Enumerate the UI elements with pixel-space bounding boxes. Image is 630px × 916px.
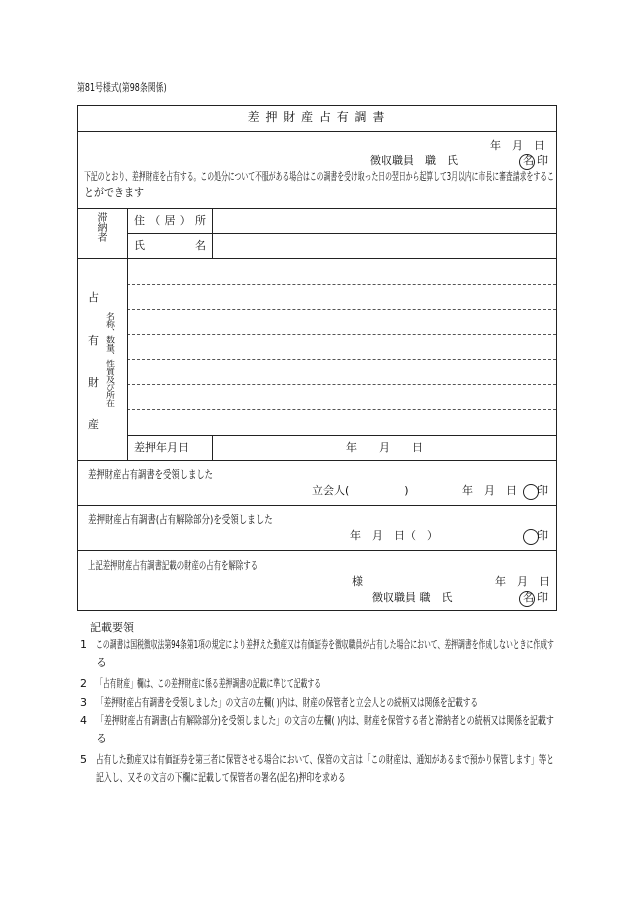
release-addressee: 様 <box>352 575 363 588</box>
column-divider-label <box>212 208 213 258</box>
form-number: 第81号様式(第98条関係) <box>77 81 167 94</box>
divider-seizure-date <box>77 460 556 461</box>
release-official-label: 徴収職員 職 氏 <box>372 591 453 604</box>
seal-circle-icon <box>519 591 535 607</box>
property-field[interactable] <box>130 260 554 433</box>
seal-label: 印 <box>537 591 548 604</box>
note-line: 占有した動産又は有価証券を第三者に保管させる場合において、保管の文言は「この財産は、通知があるまで預かり保管します」等と <box>96 753 554 766</box>
address-field[interactable] <box>216 209 552 232</box>
note-line: 「差押財産占有調書を受領しました」の文言の左欄( )内は、財産の保管者と立会人との続柄又は関係を記載する <box>96 696 479 709</box>
property-label-char: 有 <box>88 334 99 347</box>
note-number: 1 <box>80 638 87 651</box>
note-line: 記入し、又その文言の下欄に記載して保管者の署名(記名)押印を求める <box>96 771 346 784</box>
divider-receipt1 <box>77 505 556 506</box>
header-date: 年 月 日 <box>490 139 545 152</box>
notice-line: とができます <box>84 186 144 199</box>
official-label: 徴収職員 職 氏 <box>370 154 458 167</box>
form-title: 差 押 財 産 占 有 調 書 <box>247 110 386 124</box>
note-line: この調書は国税徴収法第94条第1項の規定により差押えた動産又は有価証券を徴収職員が占有した場合において、差押調書を作成しないときに作成す <box>96 638 554 651</box>
note-line: る <box>96 656 107 669</box>
seal-label: 印 <box>537 484 548 497</box>
column-divider-left <box>127 208 128 460</box>
release-name-suffix: 名 <box>523 591 534 604</box>
property-label-char: 占 <box>88 291 99 304</box>
receipt2-text: 差押財産占有調書(占有解除部分)を受領しました <box>88 513 273 526</box>
note-number: 4 <box>80 714 87 727</box>
notice-line: 下記のとおり、差押財産を占有する。この処分について不服がある場合はこの調書を受け取った日の翌日から起算して3月以内に市長に審査請求をするこ <box>84 170 554 183</box>
note-number: 5 <box>80 753 87 766</box>
note-line: る <box>96 732 107 745</box>
seal-label: 印 <box>537 529 548 542</box>
note-line: 「占有財産」欄は、この差押財産に係る差押調書の記載に準じて記載する <box>96 677 321 690</box>
note-number: 3 <box>80 696 87 709</box>
receipt1-text: 差押財産占有調書を受領しました <box>88 468 213 481</box>
note-number: 2 <box>80 677 87 690</box>
delinquent-label: 滞納者 <box>95 212 106 242</box>
seizure-date-value: 年 月 日 <box>346 441 423 454</box>
notes-title: 記載要領 <box>90 621 134 634</box>
divider-receipt2 <box>77 550 556 551</box>
seizure-date-label: 差押年月日 <box>134 441 189 454</box>
property-label-char: 産 <box>88 418 99 431</box>
divider-delinquent <box>77 258 556 259</box>
divider-title <box>77 131 556 132</box>
seal-label: 印 <box>537 154 548 167</box>
release-text: 上記差押財産占有調書記載の財産の占有を解除する <box>88 559 258 572</box>
receipt1-date: 年 月 日 <box>462 484 517 497</box>
receipt2-date: 年 月 日（ ） <box>350 529 438 542</box>
property-label-char: 財 <box>88 376 99 389</box>
official-name-suffix: 名 <box>523 154 534 167</box>
address-label: 住（居）所 <box>134 214 206 227</box>
column-divider-label <box>212 435 213 460</box>
property-sub-label: 名称、数量、性質及び所在 <box>104 312 114 407</box>
seal-circle-icon <box>519 154 535 170</box>
divider-property <box>127 435 556 436</box>
name-field[interactable] <box>216 234 552 257</box>
release-date: 年 月 日 <box>495 575 550 588</box>
name-label: 氏 名 <box>134 239 206 252</box>
witness-field[interactable]: 立会人( ) <box>312 484 409 497</box>
note-line: 「差押財産占有調書(占有解除部分)を受領しました」の文言の左欄( )内は、財産を保管する者と滞納者との続柄又は関係を記載す <box>96 714 554 727</box>
